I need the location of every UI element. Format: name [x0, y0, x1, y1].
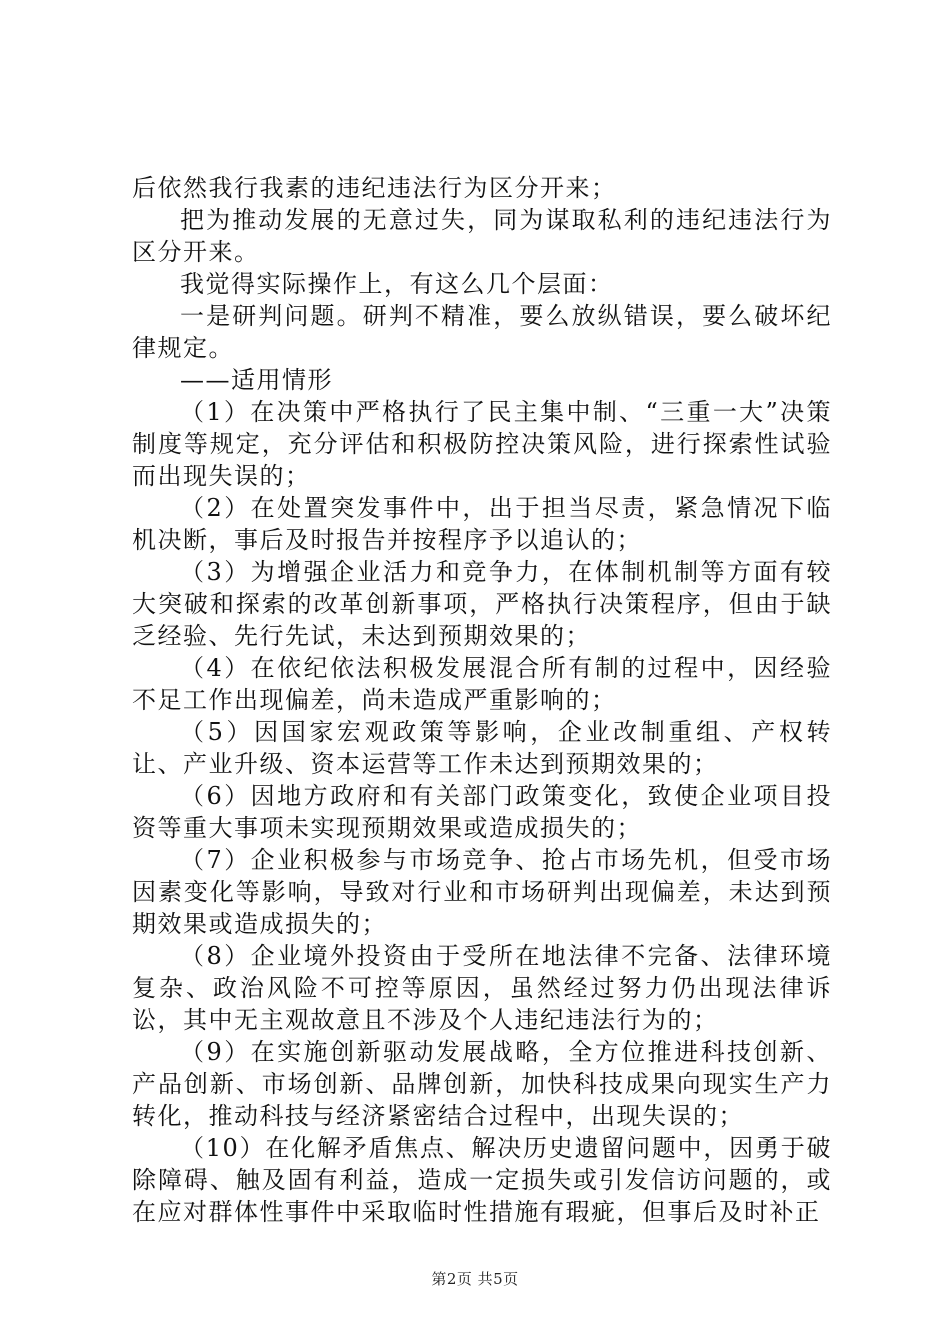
list-item-7: （7）企业积极参与市场竞争、抢占市场先机，但受市场因素变化等影响，导致对行业和市场研判出现偏差，未达到预期效果或造成损失的； [132, 846, 832, 938]
paragraph-continuation: 后依然我行我素的违纪违法行为区分开来； [132, 174, 617, 202]
list-item-6: （6）因地方政府和有关部门政策变化，致使企业项目投资等重大事项未实现预期效果或造成损失的； [132, 782, 832, 842]
list-item-3: （3）为增强企业活力和竞争力，在体制机制等方面有较大突破和探索的改革创新事项，严格执行决策程序，但由于缺乏经验、先行先试，未达到预期效果的； [132, 558, 832, 650]
paragraph-levels-intro: 我觉得实际操作上，有这么几个层面： [180, 270, 614, 298]
paragraph-level-one: 一是研判问题。研判不精准，要么放纵错误，要么破坏纪律规定。 [132, 302, 832, 362]
page-number-footer: 第2页 共5页 [431, 1270, 519, 1288]
list-item-5: （5）因国家宏观政策等影响，企业改制重组、产权转让、产业升级、资本运营等工作未达到预期效果的； [132, 718, 832, 778]
paragraph-distinguish: 把为推动发展的无意过失，同为谋取私利的违纪违法行为区分开来。 [132, 206, 832, 266]
list-item-2: （2）在处置突发事件中，出于担当尽责，紧急情况下临机决断，事后及时报告并按程序予以追认的； [132, 494, 832, 554]
list-item-1: （1）在决策中严格执行了民主集中制、“三重一大”决策制度等规定，充分评估和积极防控决策风险，进行探索性试验而出现失误的； [132, 398, 832, 490]
section-heading-applicable-cases: ——适用情形 [180, 366, 333, 394]
list-item-8: （8）企业境外投资由于受所在地法律不完备、法律环境复杂、政治风险不可控等原因，虽然经过努力仍出现法律诉讼，其中无主观故意且不涉及个人违纪违法行为的； [132, 942, 832, 1034]
document-body [132, 172, 832, 1228]
list-item-9: （9）在实施创新驱动发展战略，全方位推进科技创新、产品创新、市场创新、品牌创新，加快科技成果向现实生产力转化，推动科技与经济紧密结合过程中，出现失误的； [132, 1038, 832, 1130]
list-item-4: （4）在依纪依法积极发展混合所有制的过程中，因经验不足工作出现偏差，尚未造成严重影响的； [132, 654, 832, 714]
list-item-10: （10）在化解矛盾焦点、解决历史遗留问题中，因勇于破除障碍、触及固有利益，造成一定损失或引发信访问题的，或在应对群体性事件中采取临时性措施有瑕疵，但事后及时补正 [132, 1134, 832, 1226]
